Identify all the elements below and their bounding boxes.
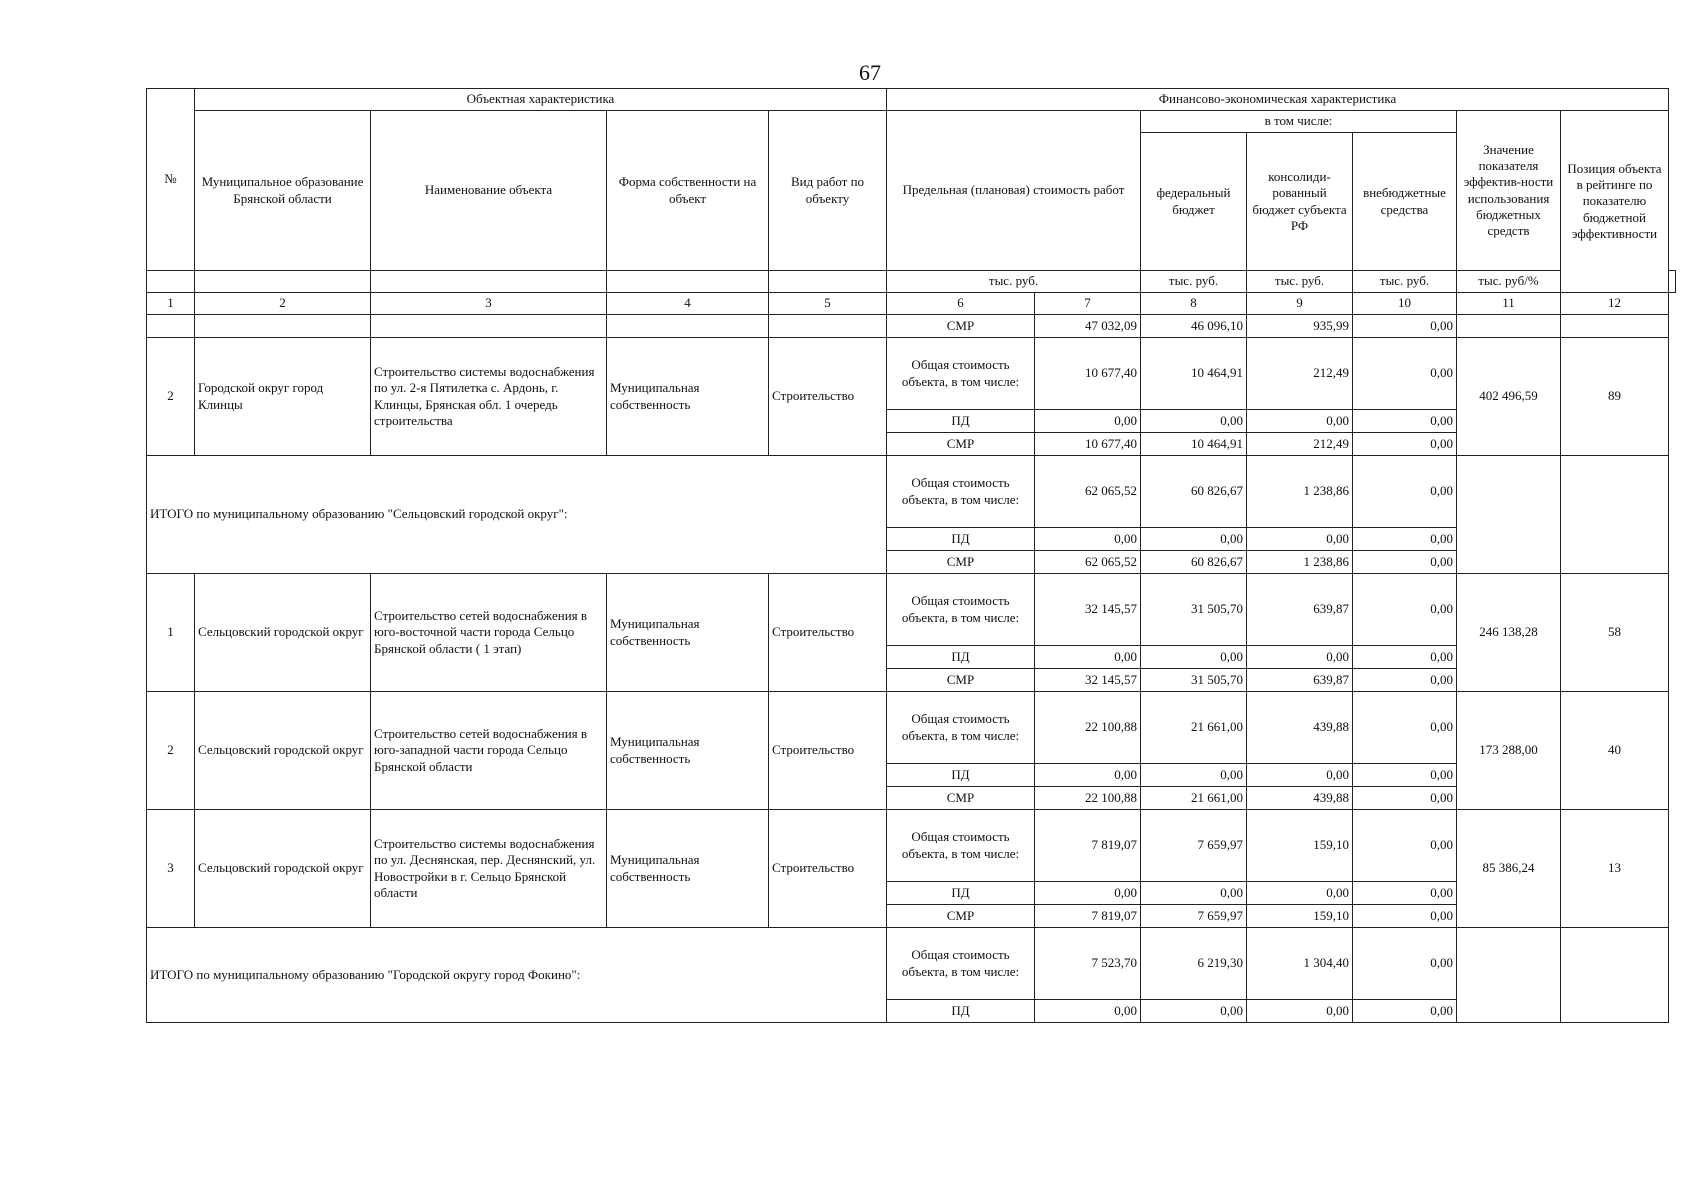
cell-consolidated: 159,10 bbox=[1247, 905, 1353, 928]
cell-federal: 0,00 bbox=[1141, 764, 1247, 787]
cell-consolidated: 0,00 bbox=[1247, 646, 1353, 669]
pd-label: ПД bbox=[887, 646, 1035, 669]
header-extra-budget: внебюджетные средства bbox=[1353, 133, 1457, 271]
row-object-name: Строительство сетей водоснабжения в юго-восточной части города Сельцо Брянской области ( 1 этап) bbox=[371, 574, 607, 692]
header-municipality: Муниципальное образование Брянской области bbox=[195, 111, 371, 271]
col-number: 9 bbox=[1247, 293, 1353, 315]
header-position: Позиция объекта в рейтинге по показателю бюджетной эффективности bbox=[1561, 111, 1669, 293]
pd-label: ПД bbox=[887, 410, 1035, 433]
cell-extra: 0,00 bbox=[1353, 528, 1457, 551]
total-label: Общая стоимость объекта, в том числе: bbox=[887, 928, 1035, 1000]
pd-label: ПД bbox=[887, 764, 1035, 787]
cell-cost: 0,00 bbox=[1035, 528, 1141, 551]
header-consolidated: консолиди-рованный бюджет субъекта РФ bbox=[1247, 133, 1353, 271]
row-no: 2 bbox=[147, 692, 195, 810]
cell-consolidated: 0,00 bbox=[1247, 882, 1353, 905]
row-indicator: 173 288,00 bbox=[1457, 692, 1561, 810]
cell-extra: 0,00 bbox=[1353, 692, 1457, 764]
row-work-type: Строительство bbox=[769, 692, 887, 810]
cell-cost: 10 677,40 bbox=[1035, 433, 1141, 456]
investment-table bbox=[146, 88, 1676, 1023]
cell-consolidated: 159,10 bbox=[1247, 810, 1353, 882]
cell-cost: 10 677,40 bbox=[1035, 338, 1141, 410]
total-label: Общая стоимость объекта, в том числе: bbox=[887, 574, 1035, 646]
row-work-type: Строительство bbox=[769, 574, 887, 692]
header-ownership: Форма собственности на объект bbox=[607, 111, 769, 271]
table-row bbox=[147, 574, 1676, 646]
header-federal: федеральный бюджет bbox=[1141, 133, 1247, 271]
cell-cost: 0,00 bbox=[1035, 1000, 1141, 1023]
cell-cost: 32 145,57 bbox=[1035, 669, 1141, 692]
cell-cost: 22 100,88 bbox=[1035, 692, 1141, 764]
row-ownership: Муниципальная собственность bbox=[607, 810, 769, 928]
row-no: 1 bbox=[147, 574, 195, 692]
table-row bbox=[147, 315, 1676, 338]
header-group-finance: Финансово-экономическая характеристика bbox=[887, 89, 1669, 111]
row-object-name: Строительство системы водоснабжения по ул. 2-я Пятилетка с. Ардонь, г. Клинцы, Брянская обл. 1 очередь строительства bbox=[371, 338, 607, 456]
total-label: Общая стоимость объекта, в том числе: bbox=[887, 456, 1035, 528]
header-no: № bbox=[147, 89, 195, 271]
header-object-name: Наименование объекта bbox=[371, 111, 607, 271]
row-municipality: Городской округ город Клинцы bbox=[195, 338, 371, 456]
smr-label: СМР bbox=[887, 433, 1035, 456]
row-indicator: 246 138,28 bbox=[1457, 574, 1561, 692]
cell-consolidated: 1 238,86 bbox=[1247, 456, 1353, 528]
cell-consolidated: 439,88 bbox=[1247, 787, 1353, 810]
unit-cost: тыс. руб. bbox=[887, 271, 1141, 293]
smr-label: СМР bbox=[887, 551, 1035, 574]
itogo-label: ИТОГО по муниципальному образованию "Городской округу город Фокино": bbox=[147, 928, 887, 1023]
cell-consolidated: 639,87 bbox=[1247, 574, 1353, 646]
cell-extra: 0,00 bbox=[1353, 905, 1457, 928]
row-position: 13 bbox=[1561, 810, 1669, 928]
cell-cost: 22 100,88 bbox=[1035, 787, 1141, 810]
cell-consolidated: 1 238,86 bbox=[1247, 551, 1353, 574]
cell-extra: 0,00 bbox=[1353, 410, 1457, 433]
header-indicator: Значение показателя эффектив-ности использования бюджетных средств bbox=[1457, 111, 1561, 271]
col-number: 8 bbox=[1141, 293, 1247, 315]
col-number: 11 bbox=[1457, 293, 1561, 315]
cell-consolidated: 0,00 bbox=[1247, 410, 1353, 433]
cell-cost: 0,00 bbox=[1035, 882, 1141, 905]
cell-federal: 0,00 bbox=[1141, 528, 1247, 551]
cell-federal: 46 096,10 bbox=[1141, 315, 1247, 338]
smr-label: СМР bbox=[887, 315, 1035, 338]
cell-federal: 31 505,70 bbox=[1141, 669, 1247, 692]
unit-extra: тыс. руб. bbox=[1353, 271, 1457, 293]
cell-extra: 0,00 bbox=[1353, 456, 1457, 528]
cell-cost: 0,00 bbox=[1035, 764, 1141, 787]
cell-federal: 7 659,97 bbox=[1141, 905, 1247, 928]
cell-federal: 31 505,70 bbox=[1141, 574, 1247, 646]
row-ownership: Муниципальная собственность bbox=[607, 574, 769, 692]
table-row bbox=[147, 810, 1676, 882]
cell-extra: 0,00 bbox=[1353, 338, 1457, 410]
cell-extra: 0,00 bbox=[1353, 551, 1457, 574]
row-position: 58 bbox=[1561, 574, 1669, 692]
cell-consolidated: 1 304,40 bbox=[1247, 928, 1353, 1000]
row-object-name: Строительство системы водоснабжения по ул. Деснянская, пер. Деснянский, ул. Новостройки в г. Сельцо Брянской области bbox=[371, 810, 607, 928]
smr-label: СМР bbox=[887, 669, 1035, 692]
col-number: 10 bbox=[1353, 293, 1457, 315]
col-number: 12 bbox=[1561, 293, 1669, 315]
row-municipality: Сельцовский городской округ bbox=[195, 574, 371, 692]
total-label: Общая стоимость объекта, в том числе: bbox=[887, 810, 1035, 882]
cell-extra: 0,00 bbox=[1353, 882, 1457, 905]
table-row bbox=[147, 338, 1676, 410]
total-label: Общая стоимость объекта, в том числе: bbox=[887, 338, 1035, 410]
row-ownership: Муниципальная собственность bbox=[607, 692, 769, 810]
table-row bbox=[147, 692, 1676, 764]
cell-federal: 0,00 bbox=[1141, 1000, 1247, 1023]
row-ownership: Муниципальная собственность bbox=[607, 338, 769, 456]
cell-cost: 7 819,07 bbox=[1035, 905, 1141, 928]
smr-label: СМР bbox=[887, 787, 1035, 810]
row-position: 89 bbox=[1561, 338, 1669, 456]
cell-consolidated: 212,49 bbox=[1247, 433, 1353, 456]
cell-cost: 32 145,57 bbox=[1035, 574, 1141, 646]
cell-extra: 0,00 bbox=[1353, 928, 1457, 1000]
cell-cost: 62 065,52 bbox=[1035, 551, 1141, 574]
table-row bbox=[147, 928, 1676, 1000]
cell-extra: 0,00 bbox=[1353, 433, 1457, 456]
cell-consolidated: 212,49 bbox=[1247, 338, 1353, 410]
row-municipality: Сельцовский городской округ bbox=[195, 692, 371, 810]
cell-federal: 60 826,67 bbox=[1141, 551, 1247, 574]
cell-federal: 21 661,00 bbox=[1141, 787, 1247, 810]
unit-federal: тыс. руб. bbox=[1141, 271, 1247, 293]
cell-federal: 10 464,91 bbox=[1141, 338, 1247, 410]
header-max-cost: Предельная (плановая) стоимость работ bbox=[887, 111, 1141, 271]
cell-extra: 0,00 bbox=[1353, 810, 1457, 882]
row-municipality: Сельцовский городской округ bbox=[195, 810, 371, 928]
cell-cost: 7 523,70 bbox=[1035, 928, 1141, 1000]
header-group-object: Объектная характеристика bbox=[195, 89, 887, 111]
cell-extra: 0,00 bbox=[1353, 764, 1457, 787]
cell-federal: 0,00 bbox=[1141, 410, 1247, 433]
row-work-type: Строительство bbox=[769, 810, 887, 928]
row-position: 40 bbox=[1561, 692, 1669, 810]
col-number: 4 bbox=[607, 293, 769, 315]
cell-consolidated: 935,99 bbox=[1247, 315, 1353, 338]
unit-consolidated: тыс. руб. bbox=[1247, 271, 1353, 293]
cell-consolidated: 0,00 bbox=[1247, 1000, 1353, 1023]
column-numbers-row bbox=[147, 293, 1676, 315]
col-number: 2 bbox=[195, 293, 371, 315]
cell-federal: 10 464,91 bbox=[1141, 433, 1247, 456]
cell-extra: 0,00 bbox=[1353, 1000, 1457, 1023]
cell-federal: 6 219,30 bbox=[1141, 928, 1247, 1000]
cell-consolidated: 0,00 bbox=[1247, 764, 1353, 787]
row-no: 3 bbox=[147, 810, 195, 928]
header-work-type: Вид работ по объекту bbox=[769, 111, 887, 271]
row-no: 2 bbox=[147, 338, 195, 456]
total-label: Общая стоимость объекта, в том числе: bbox=[887, 692, 1035, 764]
cell-federal: 21 661,00 bbox=[1141, 692, 1247, 764]
cell-consolidated: 439,88 bbox=[1247, 692, 1353, 764]
row-indicator: 402 496,59 bbox=[1457, 338, 1561, 456]
col-number: 1 bbox=[147, 293, 195, 315]
pd-label: ПД bbox=[887, 528, 1035, 551]
cell-federal: 60 826,67 bbox=[1141, 456, 1247, 528]
itogo-label: ИТОГО по муниципальному образованию "Сельцовский городской округ": bbox=[147, 456, 887, 574]
cell-cost: 47 032,09 bbox=[1035, 315, 1141, 338]
cell-extra: 0,00 bbox=[1353, 787, 1457, 810]
cell-extra: 0,00 bbox=[1353, 669, 1457, 692]
pd-label: ПД bbox=[887, 882, 1035, 905]
row-work-type: Строительство bbox=[769, 338, 887, 456]
cell-consolidated: 639,87 bbox=[1247, 669, 1353, 692]
col-number: 5 bbox=[769, 293, 887, 315]
table-row bbox=[147, 456, 1676, 528]
cell-cost: 0,00 bbox=[1035, 410, 1141, 433]
header-including: в том числе: bbox=[1141, 111, 1457, 133]
cell-cost: 0,00 bbox=[1035, 646, 1141, 669]
cell-federal: 0,00 bbox=[1141, 882, 1247, 905]
unit-indicator: тыс. руб/% bbox=[1457, 271, 1561, 293]
cell-federal: 0,00 bbox=[1141, 646, 1247, 669]
smr-label: СМР bbox=[887, 905, 1035, 928]
row-object-name: Строительство сетей водоснабжения в юго-западной части города Сельцо Брянской области bbox=[371, 692, 607, 810]
col-number: 7 bbox=[1035, 293, 1141, 315]
pd-label: ПД bbox=[887, 1000, 1035, 1023]
cell-extra: 0,00 bbox=[1353, 315, 1457, 338]
cell-extra: 0,00 bbox=[1353, 646, 1457, 669]
cell-cost: 62 065,52 bbox=[1035, 456, 1141, 528]
col-number: 3 bbox=[371, 293, 607, 315]
row-indicator: 85 386,24 bbox=[1457, 810, 1561, 928]
page-number: 67 bbox=[859, 60, 881, 85]
cell-cost: 7 819,07 bbox=[1035, 810, 1141, 882]
col-number: 6 bbox=[887, 293, 1035, 315]
cell-federal: 7 659,97 bbox=[1141, 810, 1247, 882]
cell-consolidated: 0,00 bbox=[1247, 528, 1353, 551]
cell-extra: 0,00 bbox=[1353, 574, 1457, 646]
